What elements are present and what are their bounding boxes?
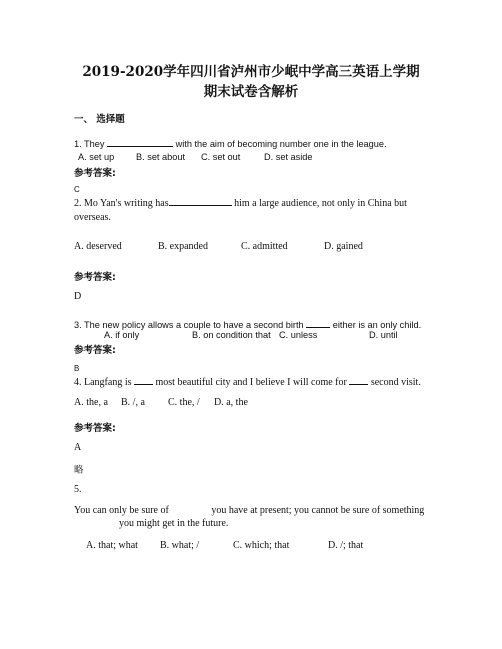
question-3-answer: B [74, 364, 80, 373]
question-3-answer-label: 参考答案: [74, 345, 116, 356]
question-2-stem-start: 2. Mo Yan's writing has [74, 198, 169, 209]
question-2-option-b: B. expanded [158, 241, 208, 252]
question-4-stem [74, 375, 421, 388]
question-2-stem-continued: overseas. [74, 212, 111, 223]
question-3-option-b: B. on condition that [192, 330, 271, 340]
question-4-stem-start: 4. Langfang is [74, 377, 132, 388]
question-5-stem-continued: you might get in the future. [119, 518, 229, 529]
question-4-stem-middle: most beautiful city and I believe I will come for [155, 377, 347, 388]
question-2-blank [169, 196, 232, 206]
question-1-answer: C [74, 185, 80, 194]
question-4-answer: A [74, 442, 82, 453]
question-1-blank [107, 137, 173, 147]
question-4-option-b: B. /, a [121, 397, 145, 408]
question-4-blank-1 [134, 375, 153, 385]
question-1-option-d: D. set aside [264, 152, 313, 162]
question-3-option-a: A. if only [104, 330, 140, 340]
question-4-stem-end: second visit. [370, 377, 421, 388]
question-5-option-a: A. that; what [86, 540, 138, 551]
question-1-stem [74, 137, 387, 149]
question-1-stem-end: with the aim of becoming number one in the league. [175, 139, 387, 149]
section-heading: 一、 选择题 [74, 114, 125, 125]
question-5-option-b: B. what; / [160, 540, 200, 551]
question-1-option-c: C. set out [201, 152, 241, 162]
question-2-stem [74, 196, 407, 209]
question-5-stem [74, 505, 424, 516]
question-4-option-c: C. the, / [168, 397, 200, 408]
question-2-option-d: D. gained [324, 241, 363, 252]
question-4-option-d: D. a, the [214, 397, 248, 408]
question-2-answer: D [74, 291, 82, 302]
question-2-answer-label: 参考答案: [74, 272, 116, 283]
question-3-stem-end: either is an only child. [332, 320, 422, 330]
question-1-stem-start: 1. They [74, 139, 105, 149]
question-4-answer-label: 参考答案: [74, 423, 116, 434]
question-3-stem [74, 318, 421, 330]
question-4-explanation: 略 [74, 465, 84, 476]
question-2-option-a: A. deserved [74, 241, 122, 252]
question-2-stem-end: him a large audience, not only in China but [234, 198, 407, 209]
question-3-option-d: D. until [369, 330, 398, 340]
question-4-option-a: A. the, a [74, 397, 108, 408]
question-5-stem-end: you have at present; you cannot be sure of something [211, 505, 425, 516]
question-3-stem-start: 3. The new policy allows a couple to have a second birth [74, 320, 304, 330]
question-1-option-a: A. set up [78, 152, 115, 162]
question-5-stem-start: You can only be sure of [74, 505, 169, 516]
question-4-blank-2 [349, 375, 368, 385]
question-5-option-c: C. which; that [233, 540, 290, 551]
title-line-1: 2019-2020学年四川省泸州市少岷中学高三英语上学期 [82, 64, 420, 80]
question-3-option-c: C. unless [279, 330, 318, 340]
question-5-number: 5. [74, 484, 82, 495]
question-3-blank [306, 318, 330, 328]
question-1-answer-label: 参考答案: [74, 168, 116, 179]
question-2-option-c: C. admitted [241, 241, 288, 252]
question-5-option-d: D. /; that [328, 540, 364, 551]
question-1-option-b: B. set about [136, 152, 186, 162]
title-line-2: 期末试卷含解析 [203, 84, 299, 100]
